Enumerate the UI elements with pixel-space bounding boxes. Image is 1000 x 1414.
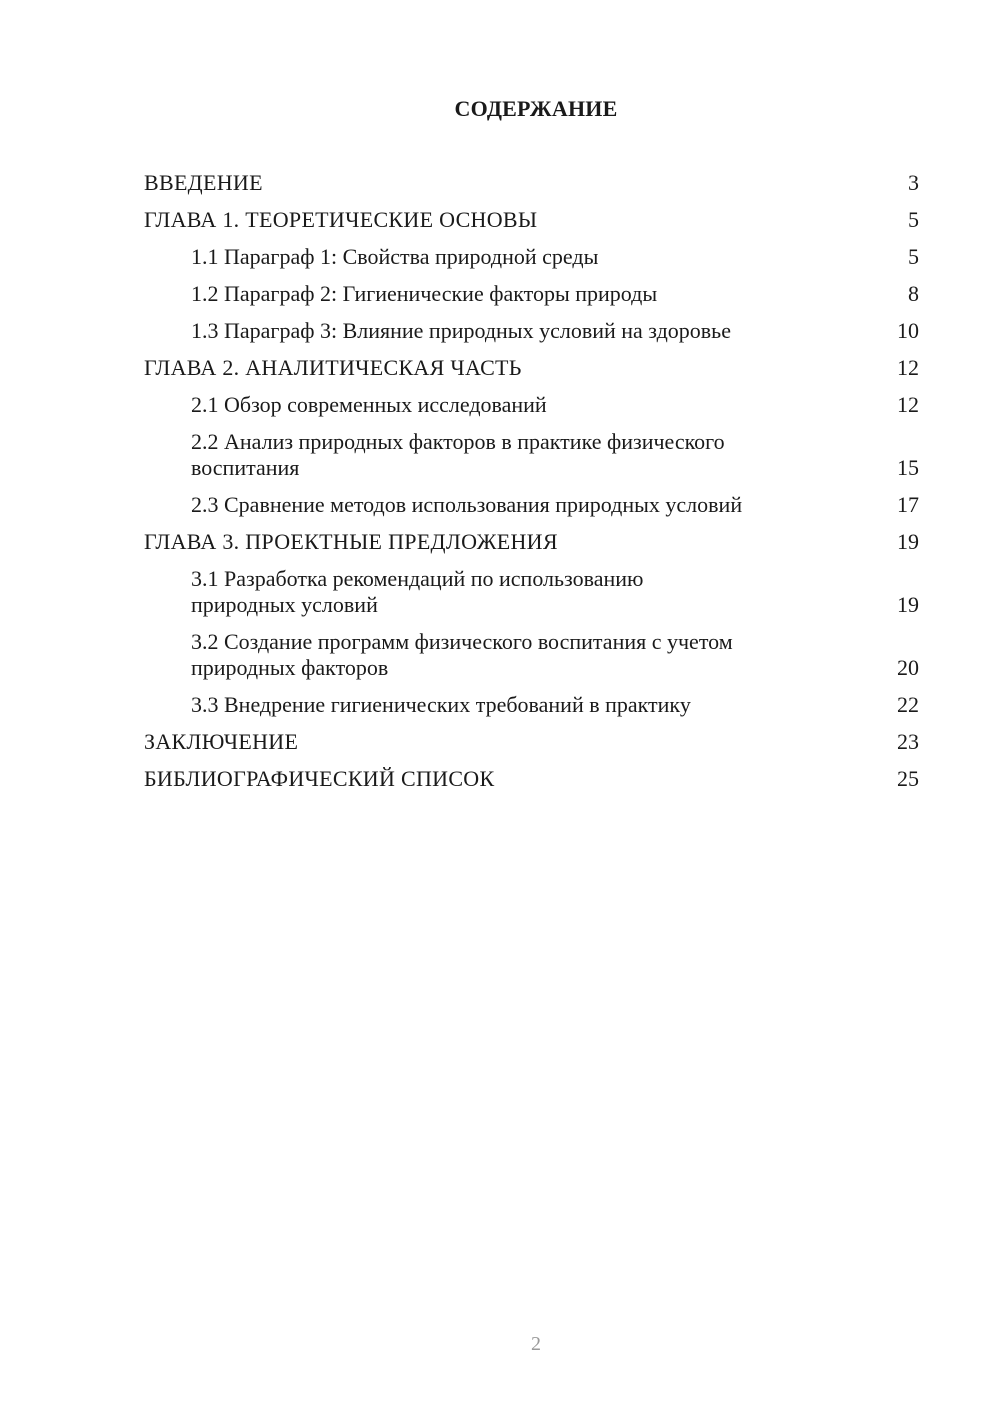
toc-entry-page: 3 xyxy=(908,170,919,195)
toc-entry-label: 2.1 Обзор современных исследований xyxy=(191,392,547,417)
toc-entry-label: 3.1 Разработка рекомендаций по использованию природных условий xyxy=(191,566,644,617)
toc-entry-label: 3.2 Создание программ физического воспитания с учетом природных факторов xyxy=(191,629,733,680)
toc-entry-page: 12 xyxy=(897,392,919,417)
toc-entry-introduction[interactable] xyxy=(144,170,919,196)
toc-entry-label: 1.3 Параграф 3: Влияние природных условий на здоровье xyxy=(191,318,731,343)
toc-entry-label: 1.1 Параграф 1: Свойства природной среды xyxy=(191,244,599,269)
toc-entry-bibliography[interactable] xyxy=(144,766,919,792)
toc-entry-section-1-1[interactable] xyxy=(144,244,919,270)
toc-entry-page: 19 xyxy=(897,529,919,554)
toc-entry-section-2-3[interactable] xyxy=(144,492,919,518)
toc-entry-label: 2.2 Анализ природных факторов в практике физического воспитания xyxy=(191,429,725,480)
toc-entry-conclusion[interactable] xyxy=(144,729,919,755)
toc-entry-page: 15 xyxy=(897,455,919,480)
toc-entry-section-1-3[interactable] xyxy=(144,318,919,344)
toc-entry-section-3-2[interactable] xyxy=(144,629,919,681)
toc-entry-page: 17 xyxy=(897,492,919,517)
toc-entry-section-3-3[interactable] xyxy=(144,692,919,718)
toc-entry-label: 3.3 Внедрение гигиенических требований в практику xyxy=(191,692,691,717)
table-of-contents xyxy=(144,170,919,803)
toc-entry-page: 20 xyxy=(897,655,919,680)
toc-entry-label: ЗАКЛЮЧЕНИЕ xyxy=(144,729,299,754)
toc-entry-page: 10 xyxy=(897,318,919,343)
toc-entry-page: 12 xyxy=(897,355,919,380)
toc-entry-label: БИБЛИОГРАФИЧЕСКИЙ СПИСОК xyxy=(144,766,495,791)
toc-entry-section-2-1[interactable] xyxy=(144,392,919,418)
toc-entry-page: 8 xyxy=(908,281,919,306)
toc-entry-label: ГЛАВА 2. АНАЛИТИЧЕСКАЯ ЧАСТЬ xyxy=(144,355,522,380)
toc-entry-page: 25 xyxy=(897,766,919,791)
toc-entry-section-1-2[interactable] xyxy=(144,281,919,307)
toc-entry-section-3-1[interactable] xyxy=(144,566,919,618)
toc-entry-chapter-2[interactable] xyxy=(144,355,919,381)
toc-entry-label: 1.2 Параграф 2: Гигиенические факторы природы xyxy=(191,281,658,306)
toc-entry-label: 2.3 Сравнение методов использования природных условий xyxy=(191,492,743,517)
toc-entry-label: ВВЕДЕНИЕ xyxy=(144,170,263,195)
toc-entry-page: 5 xyxy=(908,244,919,269)
toc-entry-page: 5 xyxy=(908,207,919,232)
page-title: СОДЕРЖАНИЕ xyxy=(454,96,618,121)
toc-entry-page: 19 xyxy=(897,592,919,617)
toc-entry-page: 22 xyxy=(897,692,919,717)
toc-entry-section-2-2[interactable] xyxy=(144,429,919,481)
toc-entry-page: 23 xyxy=(897,729,919,754)
toc-entry-chapter-3[interactable] xyxy=(144,529,919,555)
toc-entry-label: ГЛАВА 1. ТЕОРЕТИЧЕСКИЕ ОСНОВЫ xyxy=(144,207,538,232)
toc-entry-label: ГЛАВА 3. ПРОЕКТНЫЕ ПРЕДЛОЖЕНИЯ xyxy=(144,529,558,554)
toc-entry-chapter-1[interactable] xyxy=(144,207,919,233)
page-number: 2 xyxy=(531,1333,541,1355)
